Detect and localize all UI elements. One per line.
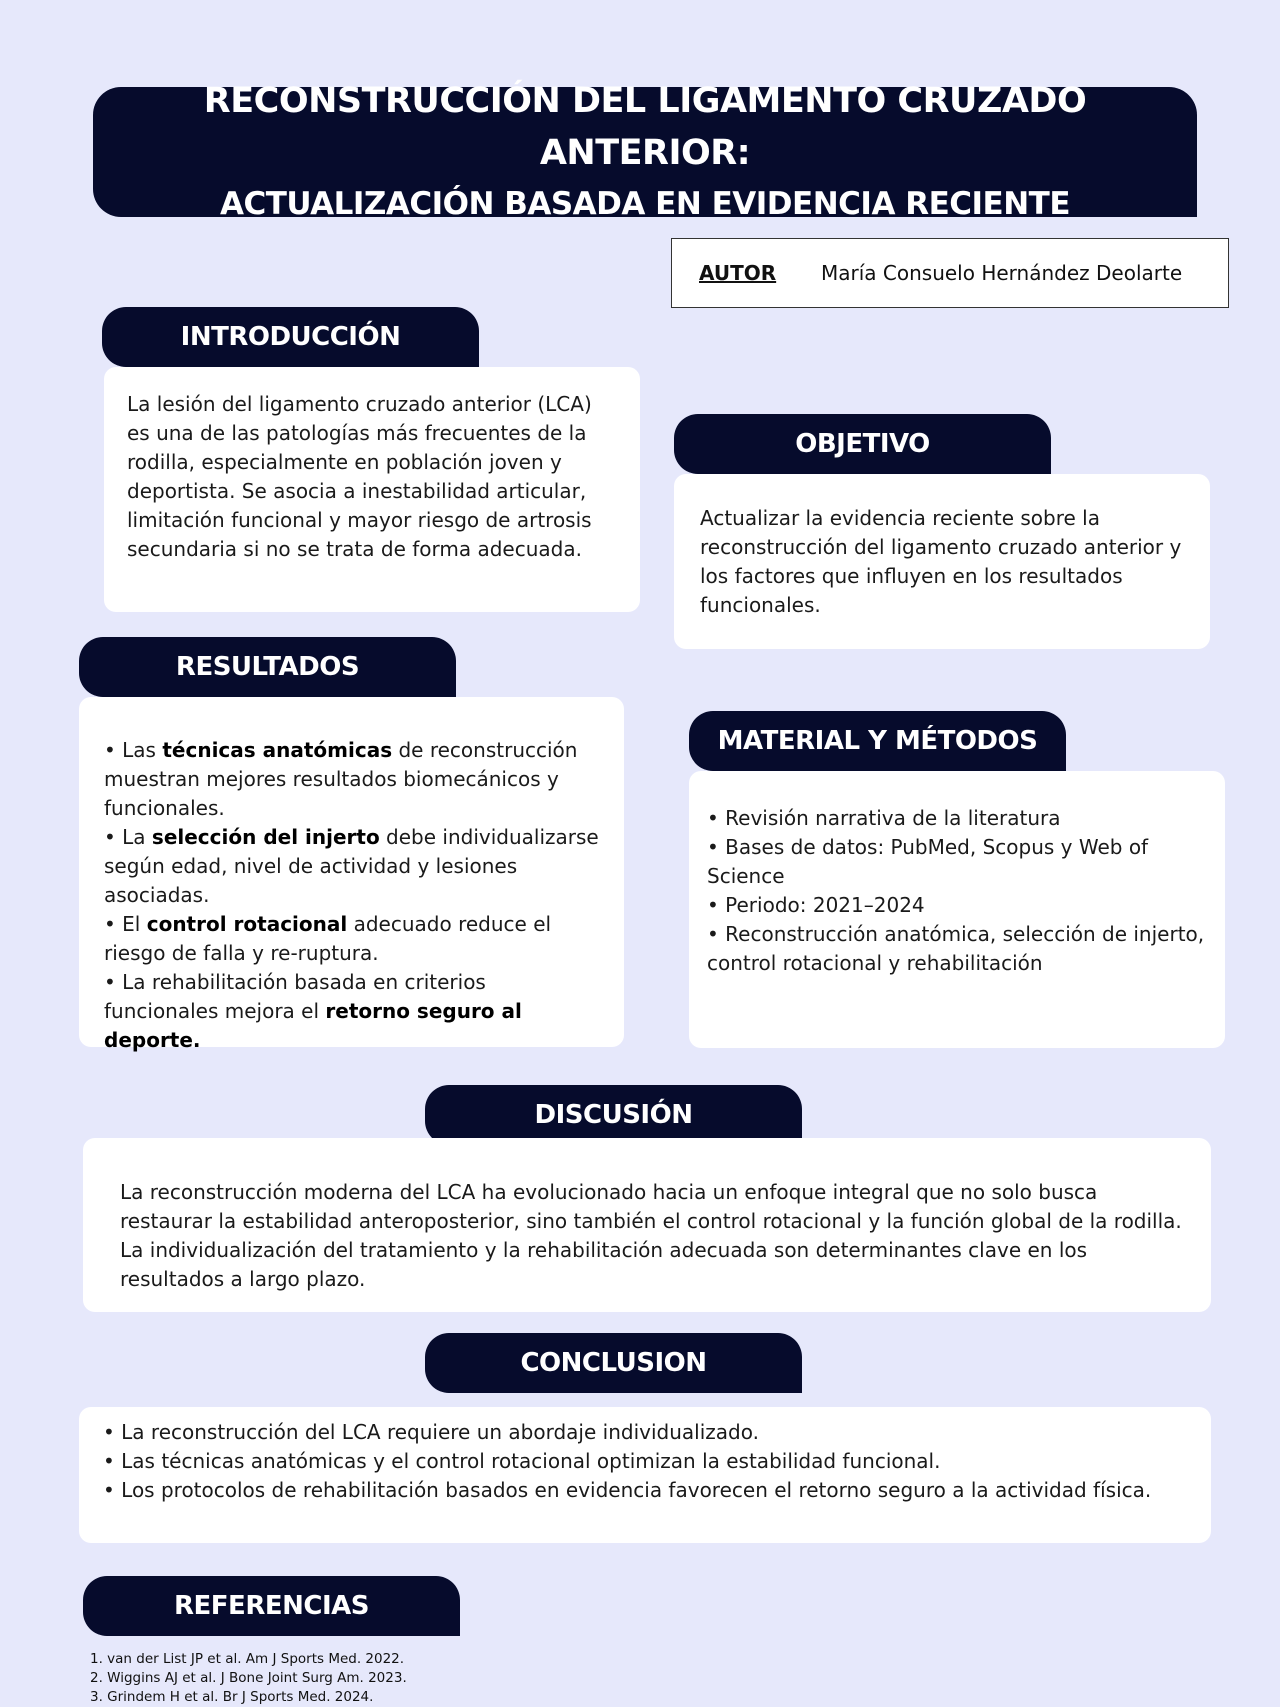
metodos-item: • Reconstrucción anatómica, selección de injerto, control rotacional y rehabilitación bbox=[707, 922, 1205, 975]
metodos-item: • Bases de datos: PubMed, Scopus y Web of Science bbox=[707, 835, 1149, 888]
resultados-card bbox=[79, 697, 624, 1052]
discusion-heading: DISCUSIÓN bbox=[425, 1085, 802, 1145]
conclusion-card bbox=[79, 1407, 1211, 1543]
objetivo-card bbox=[674, 474, 1210, 649]
referencias-heading: REFERENCIAS bbox=[83, 1576, 460, 1636]
poster-title bbox=[93, 81, 1197, 222]
item-text: debe individualizarse según edad, nivel de actividad y lesiones asociadas. bbox=[104, 825, 599, 907]
item-text: • Las bbox=[104, 738, 163, 762]
reference-item: 3. Grindem H et al. Br J Sports Med. 2024. bbox=[90, 1689, 374, 1705]
item-bold-text: selección del injerto bbox=[151, 825, 380, 849]
objetivo-heading: OBJETIVO bbox=[674, 414, 1051, 474]
discusion-card bbox=[83, 1138, 1211, 1312]
metodos-card bbox=[689, 771, 1225, 1048]
resultados-item bbox=[104, 968, 604, 1055]
introduccion-card bbox=[104, 367, 640, 612]
item-bold-text: control rotacional bbox=[146, 912, 348, 936]
resultados-item bbox=[104, 823, 604, 910]
resultados-item bbox=[104, 736, 604, 823]
reference-item: 2. Wiggins AJ et al. J Bone Joint Surg Am. 2023. bbox=[90, 1670, 407, 1686]
title-line-1: RECONSTRUCCIÓN DEL LIGAMENTO CRUZADO ANTERIOR: bbox=[203, 81, 1087, 173]
author-name: María Consuelo Hernández Deolarte bbox=[821, 261, 1183, 285]
item-text: • La rehabilitación basada en criterios funcionales mejora el bbox=[104, 970, 486, 1023]
conclusion-heading: CONCLUSION bbox=[425, 1333, 802, 1393]
author-box bbox=[671, 238, 1229, 308]
item-text: de reconstrucción muestran mejores resultados biomecánicos y funcionales. bbox=[104, 738, 578, 820]
conclusion-item: • La reconstrucción del LCA requiere un abordaje individualizado. bbox=[103, 1420, 759, 1444]
discusion-text: La reconstrucción moderna del LCA ha evolucionado hacia un enfoque integral que no solo busca restaurar la estabilidad anteroposterior, sino también el control rotacional y la función global de la rodilla. La individualización del tratamiento y la rehabilitación adecuada son determinantes clave en los resultados a largo plazo. bbox=[120, 1180, 1182, 1291]
resultados-heading: RESULTADOS bbox=[79, 637, 456, 697]
item-text: • El bbox=[104, 912, 147, 936]
introduccion-heading: INTRODUCCIÓN bbox=[102, 307, 479, 367]
item-bold-text: retorno seguro al deporte. bbox=[104, 999, 522, 1052]
objetivo-text: Actualizar la evidencia reciente sobre la reconstrucción del ligamento cruzado anterior y los factores que influyen en los resultados funcionales. bbox=[700, 506, 1182, 617]
title-line-2: ACTUALIZACIÓN BASADA EN EVIDENCIA RECIENTE bbox=[220, 186, 1070, 222]
introduccion-text: La lesión del ligamento cruzado anterior (LCA) es una de las patologías más frecuentes de la rodilla, especialmente en población joven y deportista. Se asocia a inestabilidad articular, limitación funcional y mayor riesgo de artrosis secundaria si no se trata de forma adecuada. bbox=[127, 392, 592, 561]
metodos-item: • Periodo: 2021–2024 bbox=[707, 893, 925, 917]
item-text: adecuado reduce el riesgo de falla y re-ruptura. bbox=[104, 912, 552, 965]
item-text: • La bbox=[104, 825, 152, 849]
conclusion-item: • Las técnicas anatómicas y el control rotacional optimizan la estabilidad funcional. bbox=[103, 1449, 941, 1473]
item-bold-text: técnicas anatómicas bbox=[162, 738, 393, 762]
author-label: AUTOR bbox=[699, 261, 777, 285]
resultados-item bbox=[104, 910, 604, 968]
metodos-heading: MATERIAL Y MÉTODOS bbox=[689, 711, 1066, 771]
referencias-list bbox=[90, 1650, 407, 1707]
conclusion-item: • Los protocolos de rehabilitación basados en evidencia favorecen el retorno seguro a la actividad física. bbox=[103, 1478, 1152, 1502]
reference-item: 1. van der List JP et al. Am J Sports Med. 2022. bbox=[90, 1651, 405, 1667]
metodos-item: • Revisión narrativa de la literatura bbox=[707, 806, 1061, 830]
